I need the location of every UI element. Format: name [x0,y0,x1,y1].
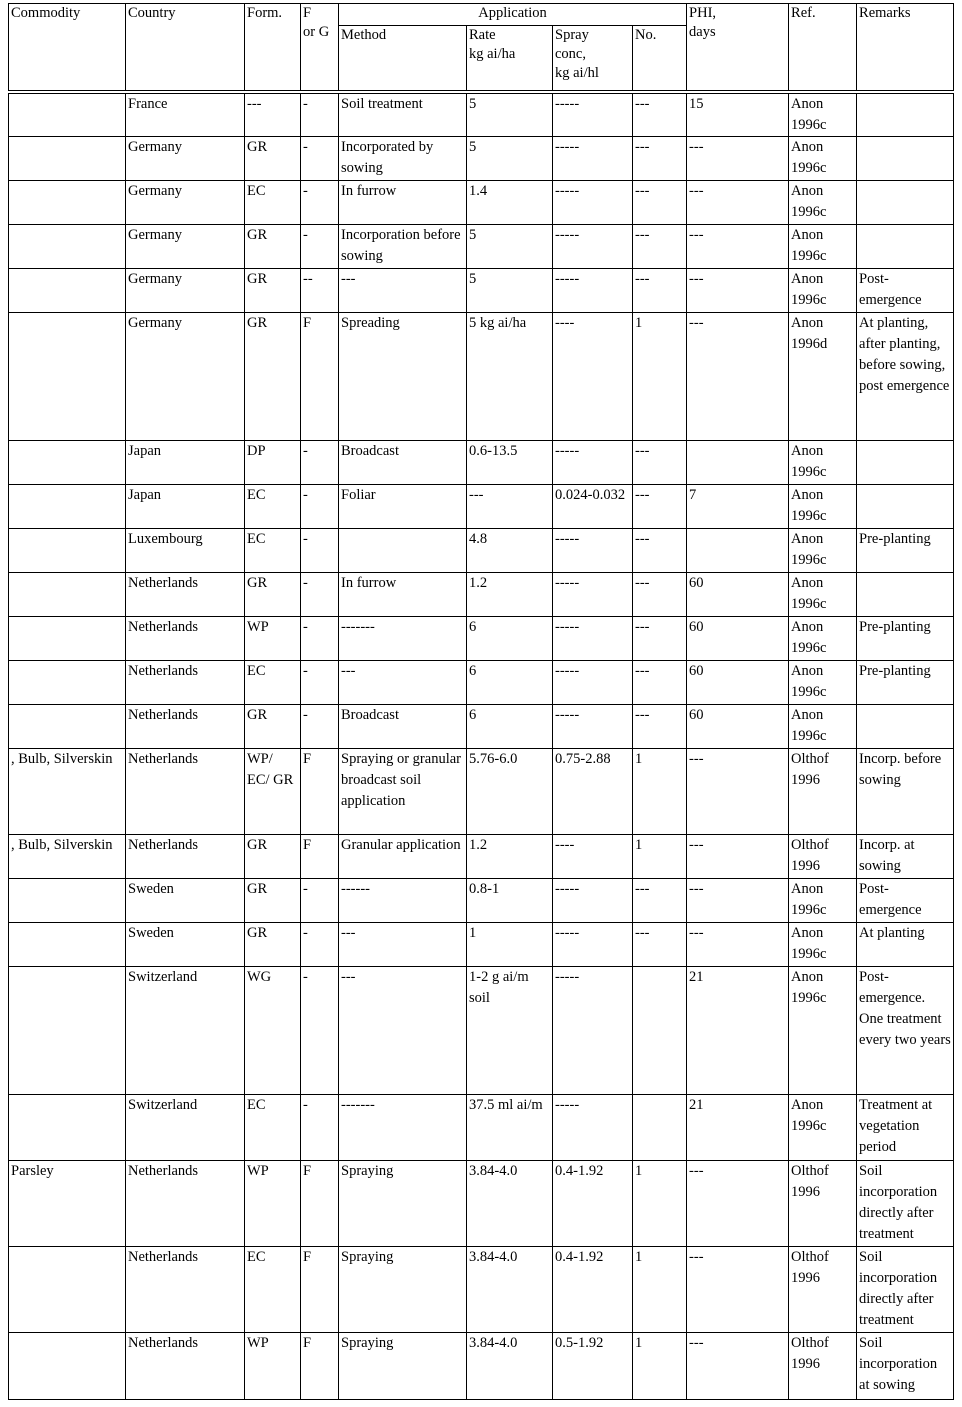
table-row [9,1094,954,1160]
header-commodity: Commodity [9,4,126,92]
ref-cell: Anon 1996c [789,922,857,966]
method-cell: Incorporated by sowing [339,136,467,180]
commodity-cell: Parsley [9,1160,126,1246]
rate-cell: 6 [467,660,553,704]
country-cell: Netherlands [126,704,245,748]
table-row [9,180,954,224]
header-application: Application [339,4,687,26]
number-cell: 1 [633,1246,687,1332]
number-cell: --- [633,704,687,748]
form-cell: GR [245,572,301,616]
method-cell: Granular application [339,834,467,878]
form-cell: EC [245,1094,301,1160]
f-or-g-cell: F [301,312,339,440]
remarks-cell: Post-emergence [857,268,954,312]
commodity-cell [9,136,126,180]
country-cell: Sweden [126,922,245,966]
remarks-cell: Post-emergence [857,878,954,922]
rate-cell: 5 [467,268,553,312]
method-cell: Broadcast [339,704,467,748]
phi-cell: --- [687,1160,789,1246]
ref-cell: Anon 1996c [789,136,857,180]
ref-cell: Anon 1996c [789,92,857,137]
remarks-cell [857,92,954,137]
country-cell: Netherlands [126,572,245,616]
method-cell: Incorporation before sowing [339,224,467,268]
spray-conc-cell: ----- [553,966,633,1094]
phi-cell: --- [687,268,789,312]
phi-cell: --- [687,136,789,180]
table-row [9,1246,954,1332]
form-cell: EC [245,528,301,572]
country-cell: Netherlands [126,834,245,878]
spray-conc-cell: 0.4-1.92 [553,1246,633,1332]
f-or-g-cell: F [301,1160,339,1246]
table-row [9,966,954,1094]
remarks-cell [857,440,954,484]
method-cell: Spraying [339,1332,467,1399]
f-or-g-cell: - [301,878,339,922]
remarks-cell: Incorp. at sowing [857,834,954,878]
rate-cell: 5 [467,224,553,268]
method-cell: Foliar [339,484,467,528]
phi-cell: 21 [687,1094,789,1160]
ref-cell: Anon 1996c [789,704,857,748]
phi-cell: 7 [687,484,789,528]
f-or-g-cell: - [301,180,339,224]
remarks-cell: Soil incorporation directly after treatment [857,1246,954,1332]
number-cell: --- [633,878,687,922]
method-cell: Soil treatment [339,92,467,137]
table-header-row [9,4,954,26]
spray-conc-cell: 0.5-1.92 [553,1332,633,1399]
method-cell: In furrow [339,180,467,224]
form-cell: GR [245,922,301,966]
commodity-cell [9,528,126,572]
number-cell: 1 [633,1332,687,1399]
rate-cell: 1-2 g ai/m soil [467,966,553,1094]
f-or-g-cell: - [301,922,339,966]
commodity-cell [9,484,126,528]
f-or-g-cell: - [301,572,339,616]
rate-cell: 5 kg ai/ha [467,312,553,440]
rate-cell: 5.76-6.0 [467,748,553,834]
header-no: No. [633,26,687,92]
table-row [9,268,954,312]
ref-cell: Olthof 1996 [789,1332,857,1399]
remarks-cell: Soil incorporation directly after treatment [857,1160,954,1246]
commodity-cell [9,1094,126,1160]
country-cell: Luxembourg [126,528,245,572]
commodity-cell [9,616,126,660]
commodity-cell [9,180,126,224]
spray-conc-cell: ----- [553,180,633,224]
rate-cell: 4.8 [467,528,553,572]
phi-cell: --- [687,1332,789,1399]
commodity-cell [9,268,126,312]
rate-cell: 37.5 ml ai/m [467,1094,553,1160]
method-cell [339,528,467,572]
form-cell: --- [245,92,301,137]
form-cell: GR [245,834,301,878]
table-row [9,136,954,180]
ref-cell: Olthof 1996 [789,834,857,878]
table-row [9,704,954,748]
phi-cell: 21 [687,966,789,1094]
f-or-g-cell: - [301,440,339,484]
phi-cell: --- [687,878,789,922]
method-cell: ------ [339,878,467,922]
number-cell: 1 [633,312,687,440]
remarks-cell [857,136,954,180]
phi-cell: 15 [687,92,789,137]
phi-cell: 60 [687,660,789,704]
remarks-cell [857,224,954,268]
rate-cell: --- [467,484,553,528]
rate-cell: 3.84-4.0 [467,1332,553,1399]
number-cell: 1 [633,1160,687,1246]
rate-cell: 6 [467,616,553,660]
header-form: Form. [245,4,301,92]
country-cell: Sweden [126,878,245,922]
remarks-cell: At planting [857,922,954,966]
form-cell: GR [245,224,301,268]
number-cell [633,966,687,1094]
country-cell: Netherlands [126,616,245,660]
table-row [9,660,954,704]
spray-conc-cell: ----- [553,268,633,312]
table-row [9,92,954,137]
country-cell: Germany [126,136,245,180]
number-cell: --- [633,660,687,704]
form-cell: WG [245,966,301,1094]
rate-cell: 3.84-4.0 [467,1160,553,1246]
commodity-cell [9,1246,126,1332]
application-table [8,3,954,1400]
table-row [9,834,954,878]
country-cell: Germany [126,180,245,224]
phi-cell [687,528,789,572]
method-cell: --- [339,268,467,312]
table-row [9,484,954,528]
number-cell: --- [633,484,687,528]
phi-cell [687,440,789,484]
country-cell: Netherlands [126,1160,245,1246]
rate-cell: 1.4 [467,180,553,224]
spray-conc-cell: ----- [553,660,633,704]
number-cell: --- [633,136,687,180]
phi-cell: --- [687,312,789,440]
phi-cell: --- [687,1246,789,1332]
method-cell: In furrow [339,572,467,616]
remarks-cell: Post-emergence. One treatment every two years [857,966,954,1094]
ref-cell: Anon 1996c [789,268,857,312]
table-row [9,528,954,572]
country-cell: Japan [126,440,245,484]
header-spray-conc: Spray conc, kg ai/hl [553,26,633,92]
f-or-g-cell: - [301,1094,339,1160]
form-cell: GR [245,704,301,748]
ref-cell: Anon 1996c [789,966,857,1094]
ref-cell: Olthof 1996 [789,1160,857,1246]
country-cell: France [126,92,245,137]
number-cell: --- [633,572,687,616]
f-or-g-cell: F [301,748,339,834]
method-cell: Broadcast [339,440,467,484]
spray-conc-cell: ---- [553,312,633,440]
f-or-g-cell: - [301,704,339,748]
form-cell: EC [245,484,301,528]
ref-cell: Anon 1996c [789,528,857,572]
country-cell: Japan [126,484,245,528]
rate-cell: 5 [467,136,553,180]
remarks-cell: Pre-planting [857,660,954,704]
ref-cell: Olthof 1996 [789,1246,857,1332]
commodity-cell: , Bulb, Silverskin [9,834,126,878]
country-cell: Netherlands [126,660,245,704]
rate-cell: 3.84-4.0 [467,1246,553,1332]
method-cell: Spraying [339,1160,467,1246]
f-or-g-cell: - [301,528,339,572]
f-or-g-cell: -- [301,268,339,312]
country-cell: Netherlands [126,1332,245,1399]
ref-cell: Anon 1996d [789,312,857,440]
header-country: Country [126,4,245,92]
phi-cell: --- [687,180,789,224]
form-cell: EC [245,180,301,224]
ref-cell: Anon 1996c [789,660,857,704]
remarks-cell: At planting, after planting, before sowing, post emergence [857,312,954,440]
spray-conc-cell: ----- [553,878,633,922]
remarks-cell [857,704,954,748]
header-rate: Rate kg ai/ha [467,26,553,92]
form-cell: EC [245,1246,301,1332]
spray-conc-cell: ----- [553,528,633,572]
rate-cell: 6 [467,704,553,748]
f-or-g-cell: - [301,966,339,1094]
header-f-or-g: F or G [301,4,339,92]
ref-cell: Anon 1996c [789,484,857,528]
f-or-g-cell: - [301,92,339,137]
number-cell: --- [633,440,687,484]
table-row [9,748,954,834]
f-or-g-cell: F [301,834,339,878]
form-cell: WP [245,616,301,660]
table-body [9,92,954,1400]
table-row [9,224,954,268]
number-cell: --- [633,224,687,268]
f-or-g-cell: F [301,1332,339,1399]
spray-conc-cell: ----- [553,922,633,966]
f-or-g-cell: F [301,1246,339,1332]
spray-conc-cell: ----- [553,1094,633,1160]
rate-cell: 1.2 [467,834,553,878]
commodity-cell [9,572,126,616]
form-cell: GR [245,878,301,922]
f-or-g-cell: - [301,224,339,268]
f-or-g-cell: - [301,616,339,660]
method-cell: --- [339,660,467,704]
number-cell: --- [633,528,687,572]
form-cell: GR [245,136,301,180]
form-cell: WP [245,1332,301,1399]
method-cell: Spraying or granular broadcast soil application [339,748,467,834]
method-cell: ------- [339,1094,467,1160]
remarks-cell: Pre-planting [857,616,954,660]
commodity-cell [9,92,126,137]
commodity-cell [9,224,126,268]
commodity-cell [9,922,126,966]
f-or-g-cell: - [301,484,339,528]
commodity-cell: , Bulb, Silverskin [9,748,126,834]
table-row [9,572,954,616]
ref-cell: Anon 1996c [789,1094,857,1160]
spray-conc-cell: ----- [553,224,633,268]
spray-conc-cell: ----- [553,704,633,748]
table-row [9,1332,954,1399]
phi-cell: --- [687,922,789,966]
f-or-g-cell: - [301,660,339,704]
remarks-cell [857,180,954,224]
form-cell: DP [245,440,301,484]
ref-cell: Olthof 1996 [789,748,857,834]
form-cell: GR [245,312,301,440]
spray-conc-cell: ----- [553,616,633,660]
rate-cell: 5 [467,92,553,137]
number-cell: --- [633,922,687,966]
spray-conc-cell: ---- [553,834,633,878]
number-cell: --- [633,268,687,312]
country-cell: Netherlands [126,748,245,834]
number-cell: 1 [633,834,687,878]
header-ref: Ref. [789,4,857,92]
commodity-cell [9,878,126,922]
country-cell: Switzerland [126,966,245,1094]
header-remarks: Remarks [857,4,954,92]
ref-cell: Anon 1996c [789,572,857,616]
ref-cell: Anon 1996c [789,616,857,660]
number-cell [633,1094,687,1160]
spray-conc-cell: ----- [553,440,633,484]
table-row [9,616,954,660]
phi-cell: --- [687,834,789,878]
table-row [9,878,954,922]
phi-cell: 60 [687,616,789,660]
number-cell: --- [633,92,687,137]
spray-conc-cell: 0.024-0.032 [553,484,633,528]
phi-cell: --- [687,748,789,834]
f-or-g-cell: - [301,136,339,180]
commodity-cell [9,660,126,704]
phi-cell: 60 [687,704,789,748]
table-row [9,312,954,440]
method-cell: Spraying [339,1246,467,1332]
remarks-cell [857,572,954,616]
rate-cell: 1 [467,922,553,966]
ref-cell: Anon 1996c [789,440,857,484]
spray-conc-cell: ----- [553,572,633,616]
country-cell: Switzerland [126,1094,245,1160]
document-page [8,3,953,1400]
country-cell: Germany [126,224,245,268]
form-cell: EC [245,660,301,704]
remarks-cell [857,484,954,528]
ref-cell: Anon 1996c [789,224,857,268]
commodity-cell [9,440,126,484]
table-row [9,922,954,966]
method-cell: --- [339,922,467,966]
header-phi: PHI, days [687,4,789,92]
country-cell: Germany [126,268,245,312]
rate-cell: 0.6-13.5 [467,440,553,484]
commodity-cell [9,312,126,440]
form-cell: WP/ EC/ GR [245,748,301,834]
rate-cell: 1.2 [467,572,553,616]
commodity-cell [9,966,126,1094]
method-cell: Spreading [339,312,467,440]
country-cell: Netherlands [126,1246,245,1332]
table-row [9,1160,954,1246]
remarks-cell: Pre-planting [857,528,954,572]
spray-conc-cell: 0.75-2.88 [553,748,633,834]
number-cell: --- [633,616,687,660]
ref-cell: Anon 1996c [789,180,857,224]
form-cell: WP [245,1160,301,1246]
spray-conc-cell: 0.4-1.92 [553,1160,633,1246]
spray-conc-cell: ----- [553,92,633,137]
table-row [9,440,954,484]
number-cell: 1 [633,748,687,834]
spray-conc-cell: ----- [553,136,633,180]
ref-cell: Anon 1996c [789,878,857,922]
remarks-cell: Soil incorporation at sowing [857,1332,954,1399]
phi-cell: 60 [687,572,789,616]
number-cell: --- [633,180,687,224]
form-cell: GR [245,268,301,312]
country-cell: Germany [126,312,245,440]
commodity-cell [9,704,126,748]
rate-cell: 0.8-1 [467,878,553,922]
remarks-cell: Treatment at vegetation period [857,1094,954,1160]
method-cell: ------- [339,616,467,660]
method-cell: --- [339,966,467,1094]
remarks-cell: Incorp. before sowing [857,748,954,834]
commodity-cell [9,1332,126,1399]
header-method: Method [339,26,467,92]
phi-cell: --- [687,224,789,268]
